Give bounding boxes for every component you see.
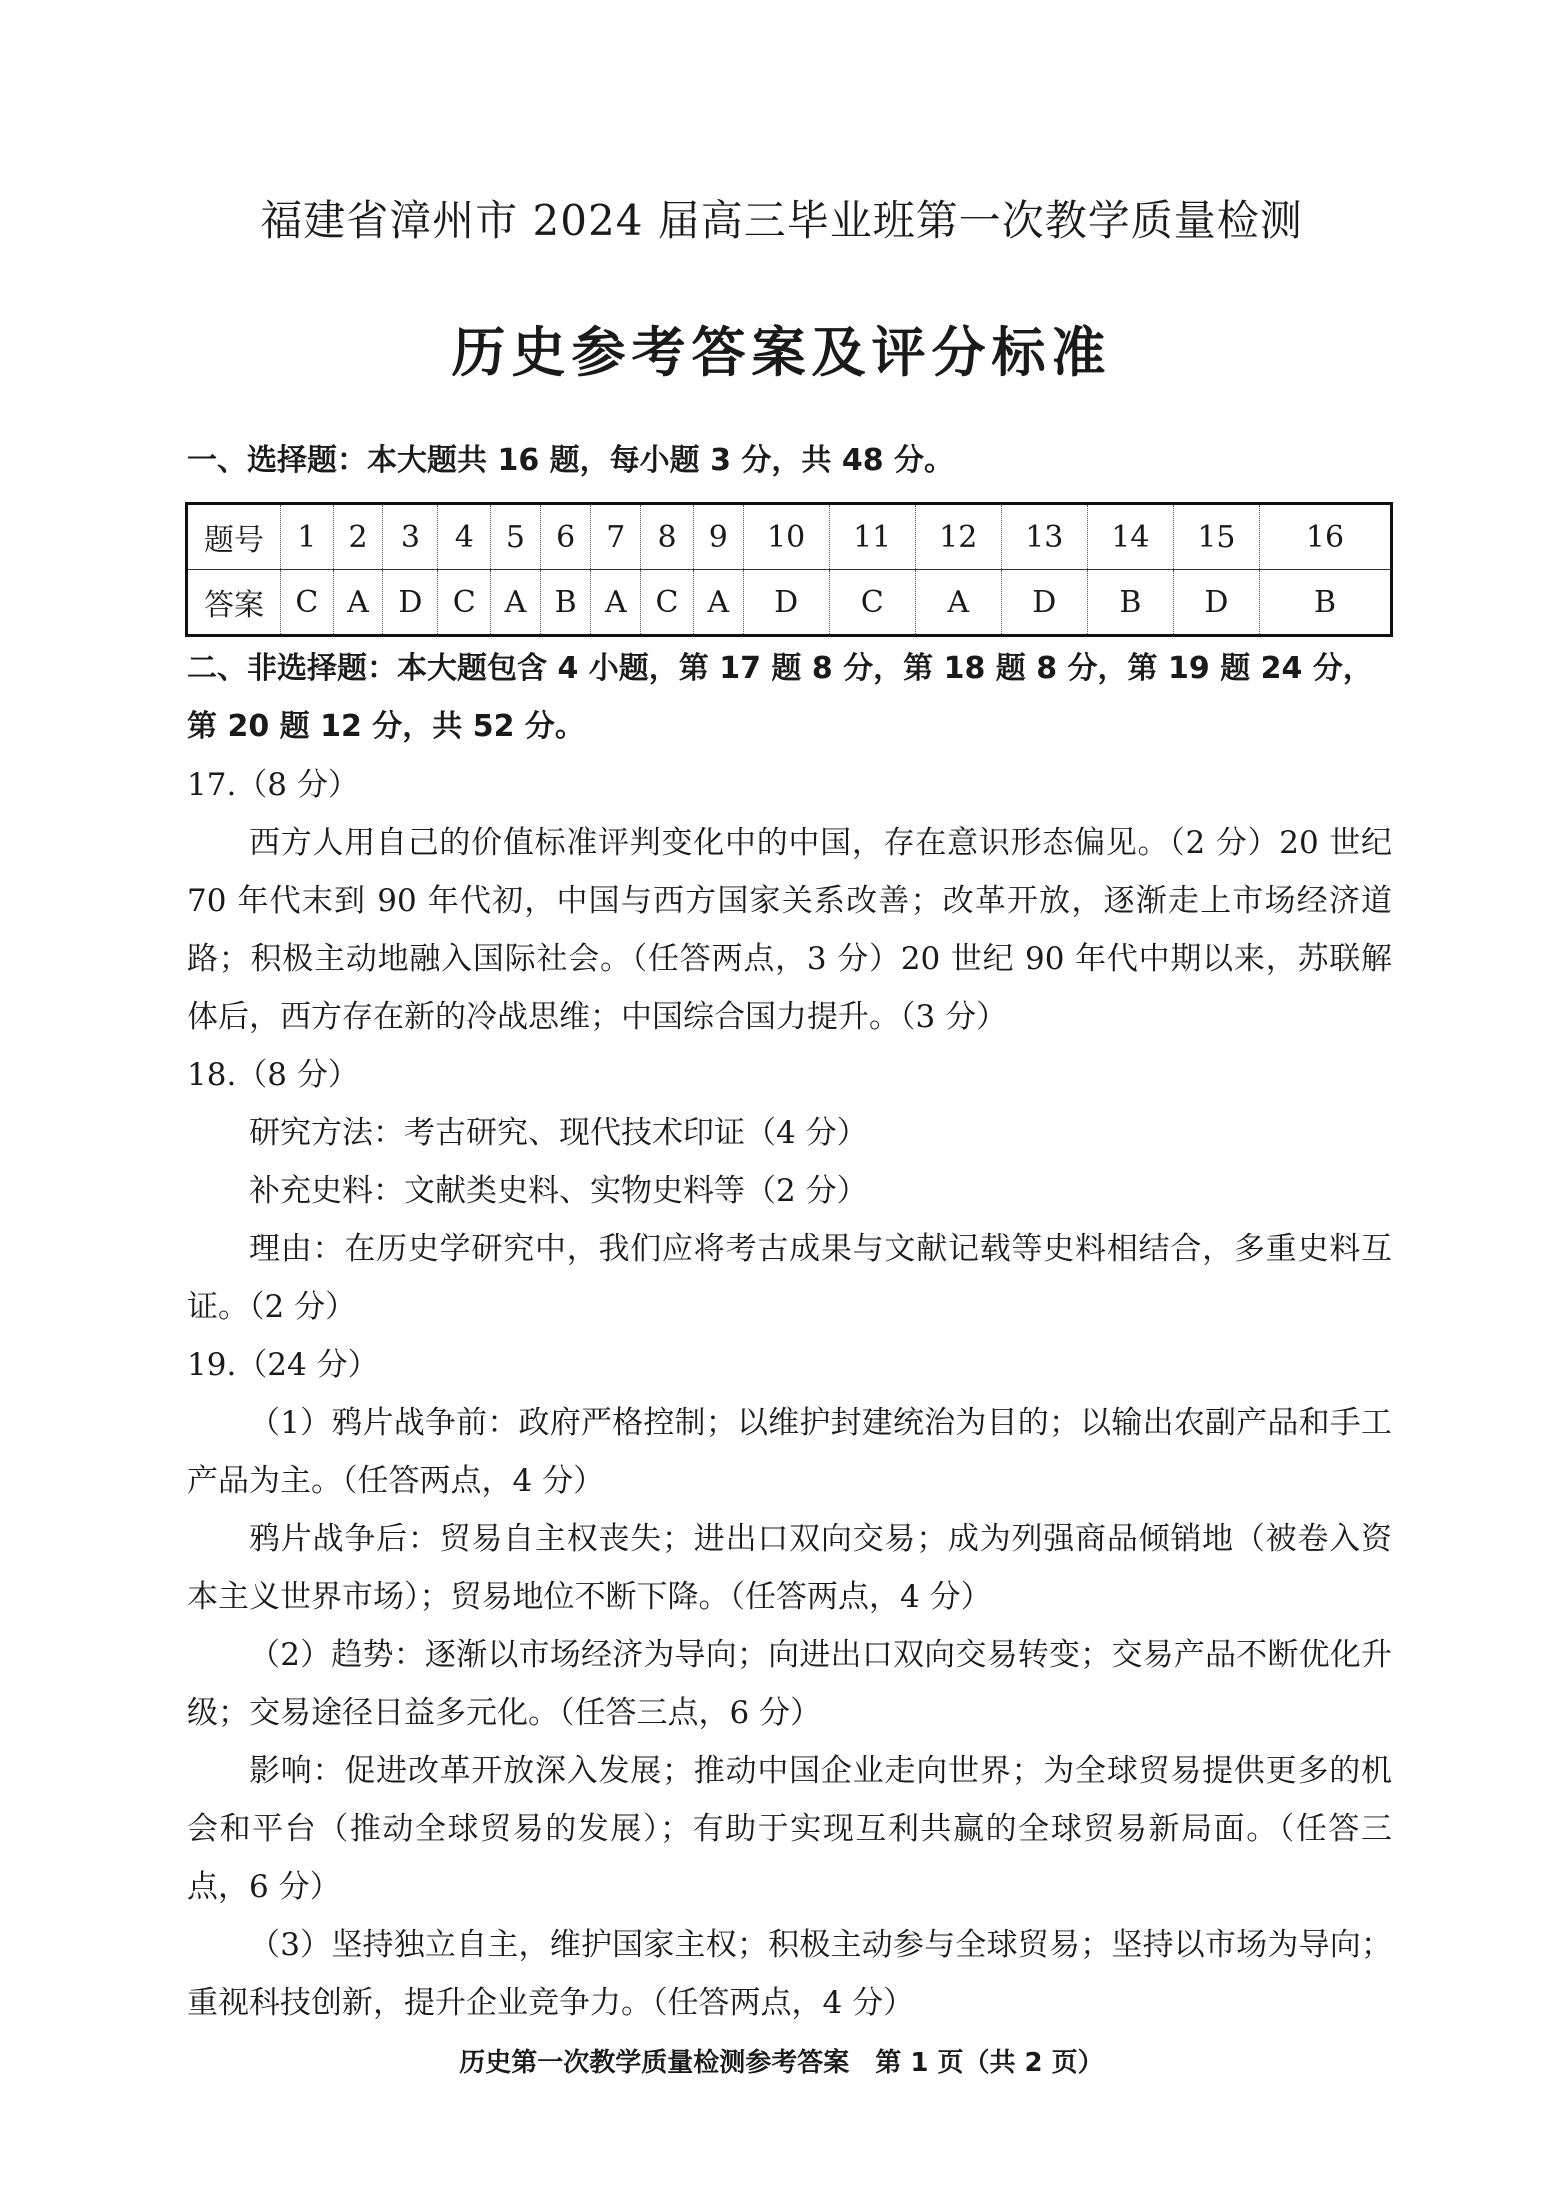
answer-cell: D [1173,570,1259,636]
question-number: 1 [281,504,334,570]
exam-header-title: 福建省漳州市 2024 届高三毕业班第一次教学质量检测 [260,196,1303,245]
question-number: 4 [438,504,491,570]
answer-cell: B [540,570,591,636]
answer-cell: B [1260,570,1392,636]
question-number: 12 [915,504,1001,570]
answer-cell: A [693,570,743,636]
question-number: 13 [1001,504,1087,570]
question-number: 6 [540,504,591,570]
answer-row [187,570,1392,636]
answer-cell: D [383,570,438,636]
question-number-row [187,504,1392,570]
page-footer: 历史第一次教学质量检测参考答案 第 1 页（共 2 页） [459,2048,1104,2078]
question-number: 15 [1173,504,1259,570]
q19-label: 19.（24 分） [187,1347,379,1383]
question-number: 16 [1260,504,1392,570]
q19-part2-trend: （2）趋势：逐渐以市场经济为导向；向进出口双向交易转变；交易产品不断优化升级；交易途径日益多元化。（任答三点，6 分） [187,1637,1392,1731]
q19-part2-impact: 影响：促进改革开放深入发展；推动中国企业走向世界；为全球贸易提供更多的机会和平台（推动全球贸易的发展）；有助于实现互利共赢的全球贸易新局面。（任答三点，6 分） [187,1753,1392,1905]
question-number: 5 [491,504,541,570]
row-label-answer: 答案 [204,588,264,623]
answer-cell: C [641,570,694,636]
answer-cell: A [491,570,541,636]
q18-reason: 理由：在历史学研究中，我们应将考古成果与文献记载等史料相结合，多重史料互证。（2 分） [187,1231,1392,1325]
question-number: 3 [383,504,438,570]
answer-cell: A [915,570,1001,636]
question-number: 11 [829,504,915,570]
q18-method: 研究方法：考古研究、现代技术印证（4 分） [249,1115,868,1151]
question-number: 2 [333,504,383,570]
question-number: 14 [1087,504,1173,570]
answer-body [187,756,1392,2032]
q19-part1-before: （1）鸦片战争前：政府严格控制；以维护封建统治为目的；以输出农副产品和手工产品为主。（任答两点，4 分） [187,1405,1392,1499]
q19-part3: （3）坚持独立自主，维护国家主权；积极主动参与全球贸易；坚持以市场为导向；重视科技创新，提升企业竞争力。（任答两点，4 分） [187,1927,1392,2021]
answer-cell: D [743,570,829,636]
q17-label: 17.（8 分） [187,767,359,803]
q18-label: 18.（8 分） [187,1057,359,1093]
section1-heading: 一、选择题：本大题共 16 题，每小题 3 分，共 48 分。 [187,443,955,478]
q19-part1-after: 鸦片战争后：贸易自主权丧失；进出口双向交易；成为列强商品倾销地（被卷入资本主义世界市场）；贸易地位不断下降。（任答两点，4 分） [187,1521,1392,1615]
answer-cell: C [829,570,915,636]
answer-cell: D [1001,570,1087,636]
answer-cell: C [438,570,491,636]
answer-cell: C [281,570,334,636]
answer-cell: B [1087,570,1173,636]
question-number: 10 [743,504,829,570]
document-title: 历史参考答案及评分标准 [451,321,1112,384]
q17-answer: 西方人用自己的价值标准评判变化中的中国，存在意识形态偏见。（2 分）20 世纪 70 年代末到 90 年代初，中国与西方国家关系改善；改革开放，逐渐走上市场经济道路；积极主动地融入国际社会。（任答两点，3 分）20 世纪 90 年代中期以来，苏联解体后，西方存在新的冷战思维；中国综合国力提升。（3 分） [187,825,1392,1035]
question-number: 9 [693,504,743,570]
answer-table [185,502,1393,637]
row-label-number: 题号 [187,504,281,570]
answer-cell: A [333,570,383,636]
question-number: 7 [591,504,641,570]
answer-cell: A [591,570,641,636]
section2-heading: 二、非选择题：本大题包含 4 小题，第 17 题 8 分，第 18 题 8 分，第 19 题 24 分，第 20 题 12 分，共 52 分。 [187,651,1373,744]
question-number: 8 [641,504,694,570]
q18-materials: 补充史料：文献类史料、实物史料等（2 分） [249,1173,868,1209]
